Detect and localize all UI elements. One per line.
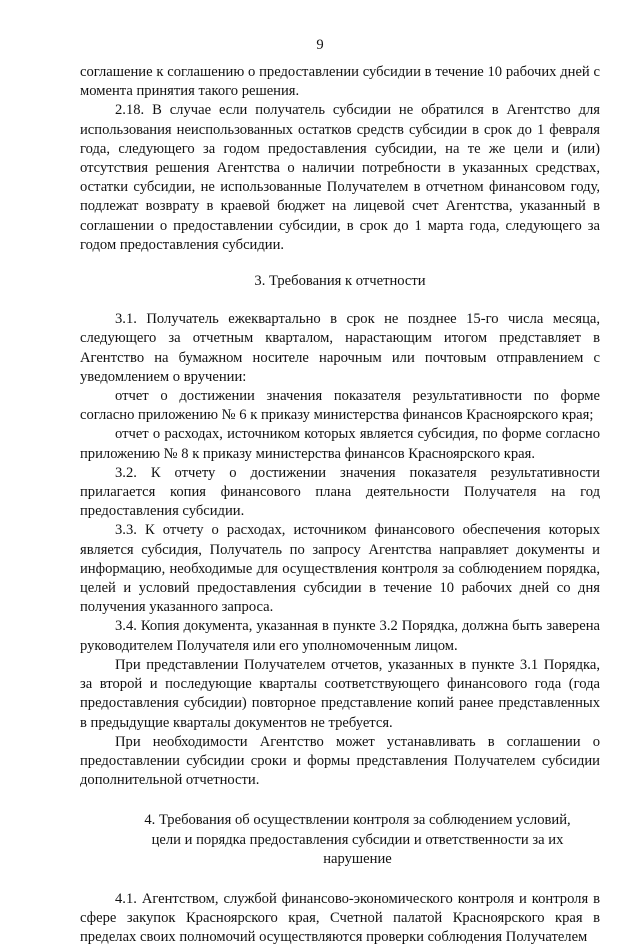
paragraph: соглашение к соглашению о предоставлении субсидии в течение 10 рабочих дней с момента принятия такого решения. (80, 64, 600, 100)
paragraph-2-18: 2.18. В случае если получатель субсидии не обратился в Агентство для использования неиспользованных остатков средств субсидии в срок до 1 февраля года, следующего за годом предоставления субсидии, на те же цели и (или) отсутствия решения Агентства о наличии потребности в указанных средствах, остатки субсидии, не использованные Получателем в отчетном финансовом году, подлежат возврату в краевой бюджет на лицевой счет Агентства, указанный в соглашении о предоставлении субсидии, в срок до 1 марта года, следующего за годом предоставления субсидии. (80, 102, 600, 253)
paragraph-3-3: 3.3. К отчету о расходах, источником финансового обеспечения которых является субсидия, Получатель по запросу Агентства направляет документы и информацию, необходимые для осуществления контроля за соблюдением порядка, целей и условий предоставления субсидии в течение 10 рабочих дней со дня получения указанного запроса. (80, 522, 600, 616)
section-4-heading: 4. Требования об осуществлении контроля за соблюдением условий, цели и порядка предоставления субсидии и ответственности за их нарушение (144, 812, 571, 867)
paragraph-report-performance: отчет о достижении значения показателя результативности по форме согласно приложению № 6 к приказу министерства финансов Красноярского края; (80, 388, 600, 424)
paragraph-3-2: 3.2. К отчету о достижении значения показателя результативности прилагается копия финансового плана деятельности Получателя на год предоставления субсидии. (80, 464, 600, 520)
section-3-heading: 3. Требования к отчетности (254, 273, 426, 290)
paragraph-report-expenses: отчет о расходах, источником которых является субсидия, по форме согласно приложению № 8 к приказу министерства финансов Красноярского края. (80, 426, 600, 462)
paragraph-4-1: 4.1. Агентством, службой финансово-экономического контроля и контроля в сфере закупок Красноярского края, Счетной палатой Красноярского края в пределах своих полномочий осуществляются проверки соблюдения Получателем (80, 890, 600, 946)
document-body (80, 63, 600, 948)
paragraph-additional-reporting: При необходимости Агентство может устанавливать в соглашении о предоставлении субсидии сроки и формы представления Получателем субсидии дополнительной отчетности. (80, 733, 600, 789)
paragraph-3-4: 3.4. Копия документа, указанная в пункте 3.2 Порядка, должна быть заверена руководителем Получателя или его уполномоченным лицом. (80, 618, 600, 654)
paragraph-3-1: 3.1. Получатель ежеквартально в срок не позднее 15-го числа месяца, следующего за отчетным кварталом, нарастающим итогом представляет в Агентство на бумажном носителе нарочным или почтовым отправлением с уведомлением о вручении: (80, 311, 600, 385)
paragraph-quarterly-reports: При представлении Получателем отчетов, указанных в пункте 3.1 Порядка, за второй и последующие кварталы соответствующего финансового года (года предоставления субсидии) повторное представление копий ранее представленных в предыдущие кварталы документов не требуется. (80, 656, 600, 731)
page-number: 9 (316, 37, 324, 53)
